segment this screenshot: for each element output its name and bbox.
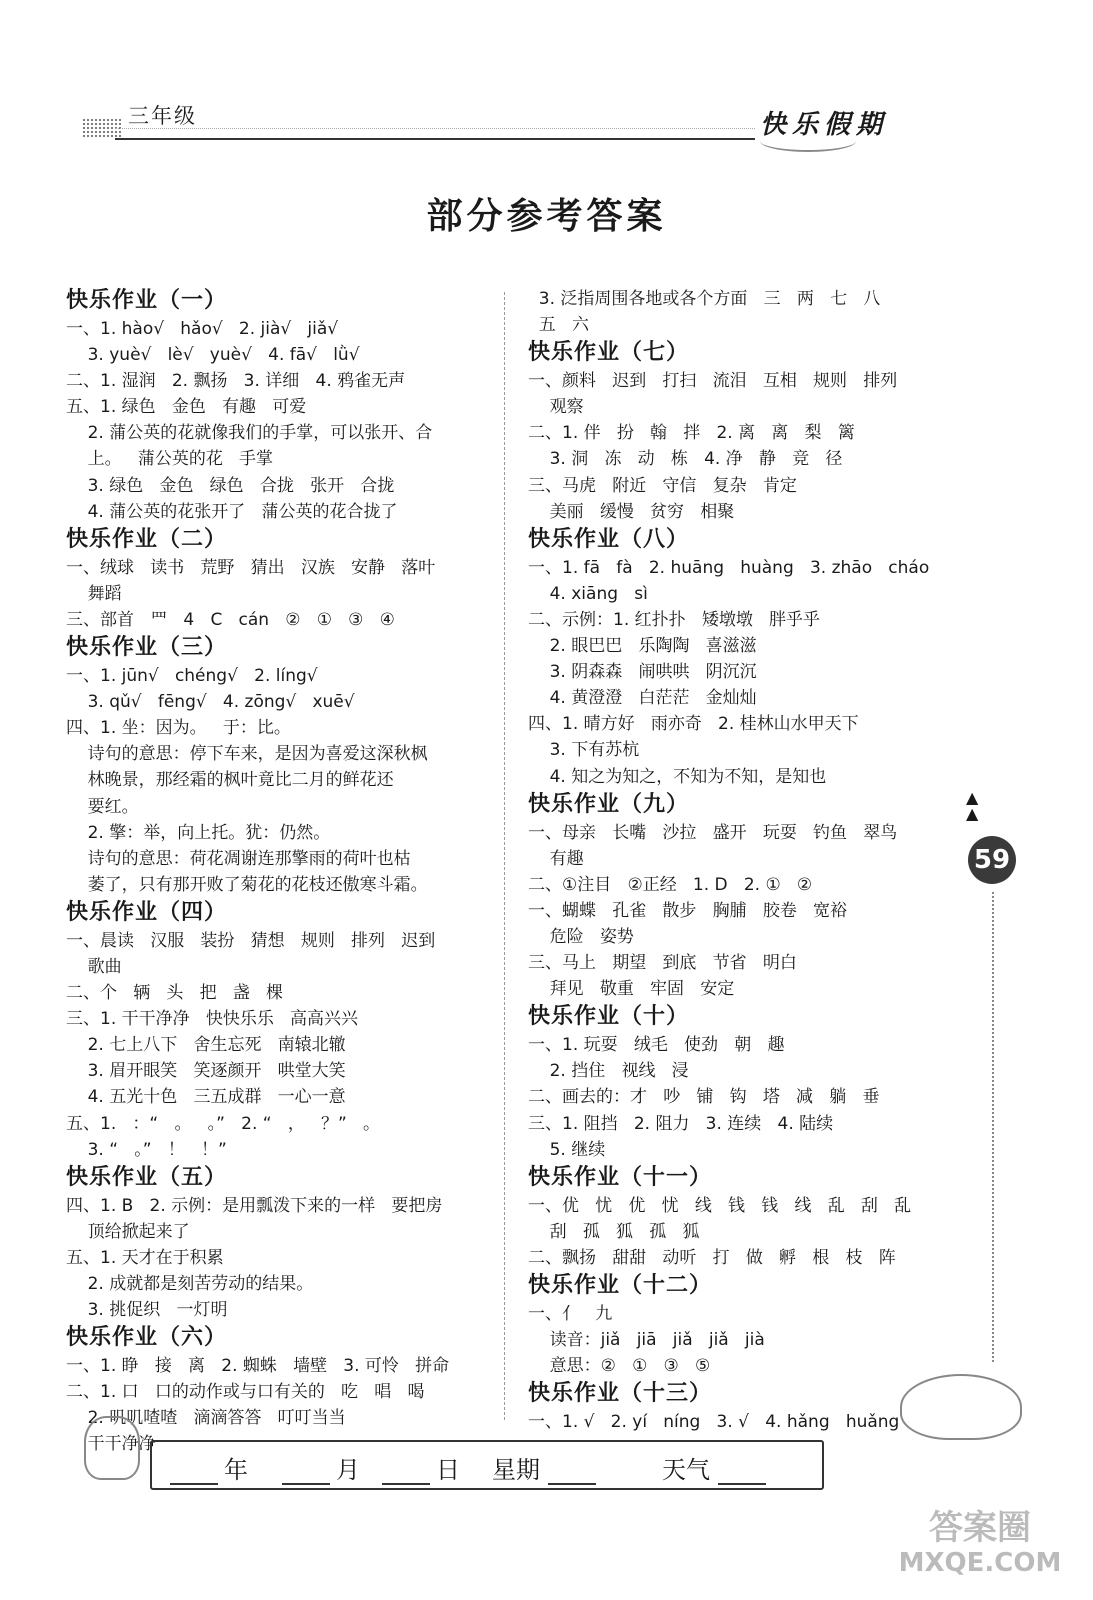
answer-line: 一、绒球 读书 荒野 猜出 汉族 安静 落叶 [66, 557, 436, 578]
section-heading: 快乐作业（十三） [528, 1381, 713, 1407]
answer-line: 二、飘扬 甜甜 动听 打 做 孵 根 枝 阵 [528, 1247, 896, 1268]
answer-line: 三、马上 期望 到底 节省 明白 [528, 953, 797, 974]
answer-line: 危险 姿势 [528, 926, 634, 947]
section-heading: 快乐作业（八） [528, 526, 690, 552]
answer-line: 3. 眉开眼笑 笑逐颜开 哄堂大笑 [66, 1061, 346, 1082]
answer-line: 歌曲 [66, 956, 122, 977]
monkey-mascot-icon [84, 1416, 140, 1480]
answer-line: 五、1. 绿色 金色 有趣 可爱 [66, 397, 307, 418]
answer-line: 五、1. 天才在于积累 [66, 1247, 224, 1268]
brand-logo: 快乐假期 [760, 110, 889, 140]
section-heading: 快乐作业（一） [66, 288, 228, 313]
year-field: 年 [170, 1450, 248, 1485]
answer-line: 二、个 辆 头 把 盏 棵 [66, 983, 284, 1004]
page-number: 59 [968, 836, 1016, 884]
section-heading: 快乐作业（九） [528, 791, 690, 817]
answer-line: 2. 成就都是刻苦劳动的结果。 [66, 1274, 314, 1294]
grade-label: 三年级 [128, 104, 197, 128]
answer-line: 三、1. 阻挡 2. 阻力 3. 连续 4. 陆续 [528, 1113, 834, 1134]
answer-line: 一、1. fā fà 2. huāng huàng 3. zhāo cháo [528, 557, 930, 578]
answer-line: 读音：jiǎ jiā jiǎ jiǎ jià [528, 1330, 765, 1351]
answer-line: 顶给掀起来了 [66, 1221, 190, 1242]
answer-column-left [66, 286, 496, 1458]
answer-line: 舞蹈 [66, 583, 122, 604]
answer-line: 二、1. 湿润 2. 飘扬 3. 详细 4. 鸦雀无声 [66, 371, 406, 392]
answer-line: 二、1. 口 口的动作或与口有关的 吃 唱 喝 [66, 1382, 425, 1403]
answer-line: 一、1. jūn√ chéng√ 2. líng√ [66, 666, 318, 687]
answer-line: 一、1. 睁 接 离 2. 蜘蛛 墙壁 3. 可怜 拼命 [66, 1356, 450, 1377]
section-heading: 快乐作业（七） [528, 340, 690, 366]
answer-line: 要红。 [66, 796, 139, 817]
answer-line: 萎了，只有那开败了菊花的花枝还傲寒斗霜。 [66, 874, 428, 895]
answer-line: 干干净净 [66, 1434, 156, 1455]
section-heading: 快乐作业（十一） [528, 1164, 713, 1190]
column-divider [504, 292, 505, 1420]
date-weather-bar [150, 1440, 824, 1490]
answer-line: 3. 绿色 金色 绿色 合拢 张开 合拢 [66, 475, 395, 496]
answer-line: 二、画去的：才 吵 铺 钩 塔 减 躺 垂 [528, 1087, 880, 1108]
answer-line: 三、1. 干干净净 快快乐乐 高高兴兴 [66, 1009, 359, 1030]
page-title: 部分参考答案 [426, 196, 667, 237]
answer-line: 3. qǔ√ fēng√ 4. zōng√ xuē√ [66, 692, 355, 713]
answer-line: 上。 蒲公英的花 手掌 [66, 449, 274, 470]
answer-line: 3. yuè√ lè√ yuè√ 4. fā√ lǜ√ [66, 345, 360, 366]
answer-line: 四、1. 坐：因为。 于：比。 [66, 718, 291, 739]
answer-line: 一、亻 九 [528, 1304, 613, 1324]
margin-dotted-line [992, 892, 994, 1362]
answer-line: 4. 黄澄澄 白茫茫 金灿灿 [528, 688, 757, 709]
answer-line: 3. 挑促织 一灯明 [66, 1300, 228, 1321]
month-field: 月 [282, 1450, 360, 1485]
airplane-mascot-icon [900, 1374, 1022, 1440]
answer-line: 刮 孤 狐 孤 狐 [528, 1221, 700, 1242]
answer-line: 观察 [528, 397, 584, 418]
section-heading: 快乐作业（四） [66, 899, 228, 925]
answer-line: 美丽 缓慢 贫穷 相聚 [528, 501, 735, 522]
answer-column-right [528, 286, 948, 1435]
brand-logo-arc [760, 130, 856, 152]
answer-line: 一、1. √ 2. yí níng 3. √ 4. hǎng huǎng [528, 1412, 900, 1433]
section-heading: 快乐作业（十） [528, 1004, 690, 1030]
watermark-logo: 答案圈 [929, 1508, 1031, 1548]
answer-line: 四、1. 晴方好 雨亦奇 2. 桂林山水甲天下 [528, 714, 859, 735]
answer-line: 一、1. hào√ hǎo√ 2. jià√ jiǎ√ [66, 319, 339, 339]
answer-line: 二、①注目 ②正经 1. D 2. ① ② [528, 874, 813, 895]
answer-line: 五、1. ：“ 。 。” 2. “ ， ？” 。 [66, 1113, 381, 1134]
answer-line: 一、颜料 迟到 打扫 流泪 互相 规则 排列 [528, 371, 898, 392]
answer-line: 四、1. B 2. 示例：是用瓢泼下来的一样 要把房 [66, 1195, 443, 1216]
answer-line: 3. 洞 冻 动 栋 4. 净 静 竞 径 [528, 449, 843, 470]
answer-line: 二、1. 伴 扮 翰 拌 2. 离 离 梨 篱 [528, 423, 855, 444]
answer-line: 2. 叽叽喳喳 滴滴答答 叮叮当当 [66, 1408, 346, 1429]
answer-line: 3. “ 。” ！ ！” [66, 1139, 227, 1160]
answer-line: 一、1. 玩耍 绒毛 使劲 朝 趣 [528, 1035, 785, 1056]
answer-line: 5. 继续 [528, 1139, 606, 1160]
section-heading: 快乐作业（六） [66, 1325, 228, 1351]
weekday-field: 星期 [492, 1450, 602, 1485]
arrow-up-icon: ▲ ▲ [966, 788, 979, 823]
section-heading: 快乐作业（三） [66, 635, 228, 661]
answer-line: 意思：② ① ③ ⑤ [528, 1356, 711, 1377]
answer-line: 2. 蒲公英的花就像我们的手掌，可以张开、合 [66, 423, 433, 444]
answer-line: 诗句的意思：荷花凋谢连那擎雨的荷叶也枯 [66, 848, 411, 869]
answer-line: 3. 下有苏杭 [528, 740, 640, 761]
answer-line: 2. 七上八下 舍生忘死 南辕北辙 [66, 1035, 346, 1056]
answer-line: 4. 知之为知之，不知为不知，是知也 [528, 766, 827, 787]
answer-line: 诗句的意思：停下车来，是因为喜爱这深秋枫 [66, 744, 428, 765]
answer-line: 2. 眼巴巴 乐陶陶 喜滋滋 [528, 636, 757, 657]
answer-line: 有趣 [528, 848, 584, 869]
answer-line: 林晚景，那经霜的枫叶竟比二月的鲜花还 [66, 770, 394, 791]
watermark-url: MXQE.COM [898, 1548, 1062, 1578]
day-field: 日 [382, 1450, 460, 1485]
section-heading: 快乐作业（五） [66, 1164, 228, 1190]
weather-field: 天气 [662, 1450, 772, 1485]
answer-line: 2. 挡住 视线 浸 [528, 1061, 689, 1082]
answer-line: 二、示例：1. 红扑扑 矮墩墩 胖乎乎 [528, 609, 821, 630]
answer-line: 3. 阴森森 闹哄哄 阴沉沉 [528, 662, 757, 683]
answer-line: 一、母亲 长嘴 沙拉 盛开 玩耍 钓鱼 翠鸟 [528, 822, 898, 843]
header-rule [115, 138, 755, 140]
section-heading: 快乐作业（十二） [528, 1273, 713, 1298]
answer-line: 三、马虎 附近 守信 复杂 肯定 [528, 475, 797, 496]
answer-line: 五 六 [528, 315, 590, 336]
answer-line: 4. 蒲公英的花张开了 蒲公英的花合拢了 [66, 501, 398, 522]
answer-line: 2. 擎：举，向上托。犹：仍然。 [66, 822, 331, 843]
section-heading: 快乐作业（二） [66, 526, 228, 552]
header-dotted-rule [115, 128, 755, 129]
answer-line: 4. xiāng sì [528, 583, 648, 604]
answer-line: 一、晨读 汉服 装扮 猜想 规则 排列 迟到 [66, 930, 436, 951]
answer-line: 一、优 忧 优 忧 线 钱 钱 线 乱 刮 乱 [528, 1195, 912, 1216]
answer-line: 4. 五光十色 三五成群 一心一意 [66, 1087, 346, 1108]
answer-line: 三、部首 罒 4 C cán ② ① ③ ④ [66, 609, 395, 630]
answer-line: 一、蝴蝶 孔雀 散步 胸脯 胶卷 宽裕 [528, 900, 848, 921]
answer-line: 拜见 敬重 牢固 安定 [528, 979, 735, 1000]
answer-line: 3. 泛指周围各地或各个方面 三 两 七 八 [528, 289, 881, 309]
